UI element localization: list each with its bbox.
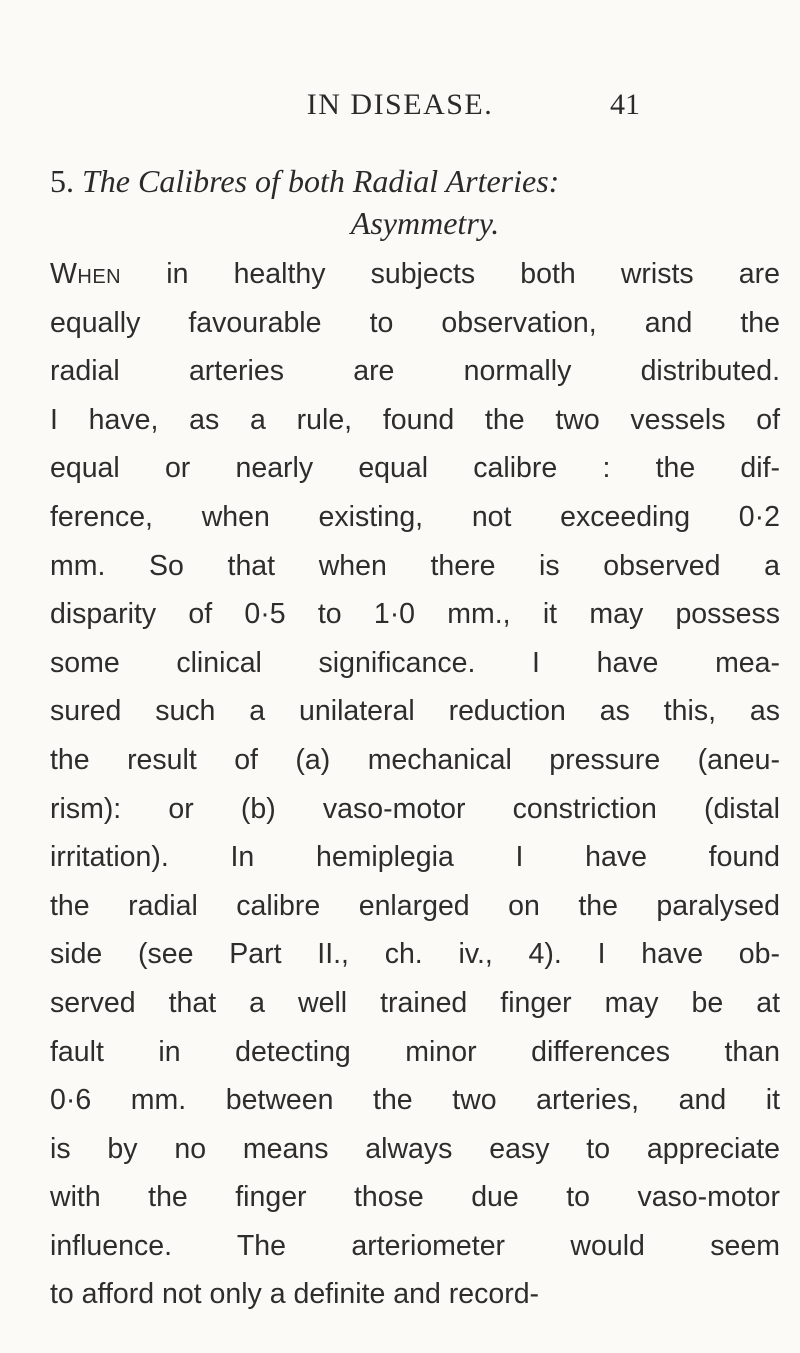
body-paragraph [50,250,780,1319]
text-line: fault in detecting minor differences than [50,1035,780,1068]
text-line: some clinical significance. I have mea- [50,646,780,679]
text-line: sured such a unilateral reduction as this, as [50,695,780,728]
text-line: ference, when existing, not exceeding 0·2 [50,500,780,533]
text-line: I have, as a rule, found the two vessels of [50,403,780,436]
text-line: influence. The arteriometer would seem [50,1229,780,1262]
text-line: the radial calibre enlarged on the paralysed [50,889,780,922]
text-line: radial arteries are normally distributed. [50,355,780,388]
text-line: to afford not only a definite and record- [50,1278,540,1311]
page-number: 41 [610,88,640,121]
page-header [0,88,800,138]
text-line: side (see Part II., ch. iv., 4). I have ob- [50,938,780,971]
section-number: 5. [50,163,74,199]
text-line: the result of (a) mechanical pressure (aneu- [50,743,780,776]
section-heading [50,160,770,244]
text-line: 0·6 mm. between the two arteries, and it [50,1084,780,1117]
text-line: equally favourable to observation, and the [50,306,780,339]
text-line: equal or nearly equal calibre : the dif- [50,452,780,485]
text-line: is by no means always easy to appreciate [50,1132,780,1165]
text-line: irritation). In hemiplegia I have found [50,841,780,874]
section-title-line-1 [50,160,770,202]
text-line: served that a well trained finger may be at [50,986,780,1019]
text-line: mm. So that when there is observed a [50,549,780,582]
text-line: with the finger those due to vaso-motor [50,1181,780,1214]
text-line: When in healthy subjects both wrists are [50,258,780,290]
section-title-line-2: Asymmetry. [350,205,500,241]
text-line: rism): or (b) vaso-motor constriction (distal [50,792,780,825]
text-line: disparity of 0·5 to 1·0 mm., it may possess [50,598,780,631]
section-title-text: The Calibres of both Radial Arteries: [82,163,560,199]
running-head: IN DISEASE. [306,88,494,121]
lead-word: When [50,258,122,290]
